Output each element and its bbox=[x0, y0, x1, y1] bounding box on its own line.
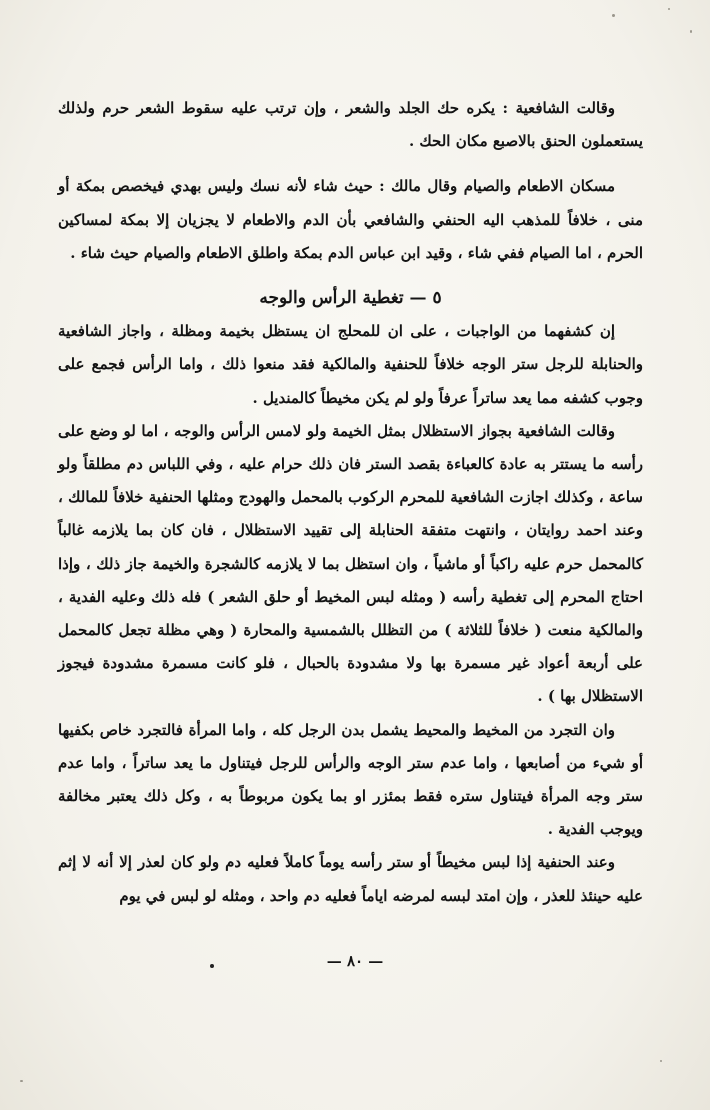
scan-speck bbox=[690, 30, 692, 33]
section-heading: ٥ — تغطية الرأس والوجه bbox=[259, 288, 442, 309]
paragraph-place-of-atonement: مسكان الاطعام والصيام وقال مالك : حيث شاء لأنه نسك وليس بهدي فيخصص بمكة أو منى ، خلافاً للمذهب اليه الحنفي والشافعي بأن الدم والاطعام لا يجزيان إلا بمكة لمساكين الحرم ، اما الصيام ففي شاء ، وقيد ابن عباس الدم بمكة واطلق الاطعام والصيام حيث شاء . bbox=[58, 177, 643, 262]
page-body bbox=[58, 92, 643, 913]
scan-speck bbox=[20, 1080, 23, 1082]
scan-speck bbox=[612, 14, 615, 17]
scan-speck bbox=[668, 8, 670, 10]
paragraph-hanafi: وعند الحنفية إذا لبس مخيطاً أو ستر رأسه يوماً كاملاً فعليه دم ولو كان لعذر إلا أنه لا إثم عليه حينئذ للعذر ، وإن امتد لبسه لمرضه اياماً فعليه دم واحد ، ومثله لو لبس في يوم bbox=[58, 853, 643, 905]
page-number: — ٨٠ — bbox=[326, 952, 384, 970]
paragraph-shade: وقالت الشافعية بجواز الاستظلال بمثل الخيمة ولو لامس الرأس والوجه ، اما لو وضع على رأسه ما يستتر به عادة كالعباءة بقصد الستر فان ذلك حرام عليه ، وفي اللباس دم مطلقاً ولو ساعة ، وكذلك اجازت الشافعية للمحرم الركوب بالمحمل والهودج ومثلها الحنفية خلافاً للمالك ، وعند احمد روايتان ، وانتهت متفقة الحنابلة إلى تقييد الاستظلال ، فان كان بما يلازمه غالباً كالمحمل حرم عليه راكباً أو ماشياً ، وان استظل بما لا يلازمه كالشجرة والخيمة جاز ذلك ، وإذا احتاج المحرم إلى تغطية رأسه ( ومثله لبس المخيط أو حلق الشعر ) فله ذلك وعليه الفدية ، والمالكية منعت ( خلافاً للثلاثة ) من التظلل بالشمسية والمحارة ( وهي مظلة تجعل كالمحمل على أربعة أعواد غير مسمرة بها ولا مشدودة بالحبال ، فلو كانت مسمرة مشدودة فيجوز الاستظلال بها ) . bbox=[58, 421, 643, 706]
paragraph-shafii-scratch: وقالت الشافعية : يكره حك الجلد والشعر ، وإن ترتب عليه سقوط الشعر حرم ولذلك يستعملون الحنق بالاصبع مكان الحك . bbox=[58, 99, 643, 151]
scan-speck bbox=[660, 1060, 662, 1062]
paragraph-uncovering: إن كشفهما من الواجبات ، على ان للمحلج ان يستظل بخيمة ومظلة ، واجاز الشافعية والحنابلة للرجل ستر الوجه خلافاً للحنفية والمالكية فقد منعوا ذلك ، واما الرأس فجمع على وجوب كشفه مما يعد ساتراً عرفاً ولو لم يكن مخيطاً كالمنديل . bbox=[58, 322, 643, 407]
paragraph-stripping: وان التجرد من المخيط والمحيط يشمل بدن الرجل كله ، واما المرأة فالتجرد خاص بكفيها أو شيء من أصابعها ، واما عدم ستر الوجه والرأس للرجل فيتناول ما يعد ساتراً ، واما عدم ستر وجه المرأة فيتناول ستره فقط بمئزر او بما يكون مربوطاً به ، وكل ذلك يعتبر مخالفة ويوجب الفدية . bbox=[58, 720, 643, 839]
